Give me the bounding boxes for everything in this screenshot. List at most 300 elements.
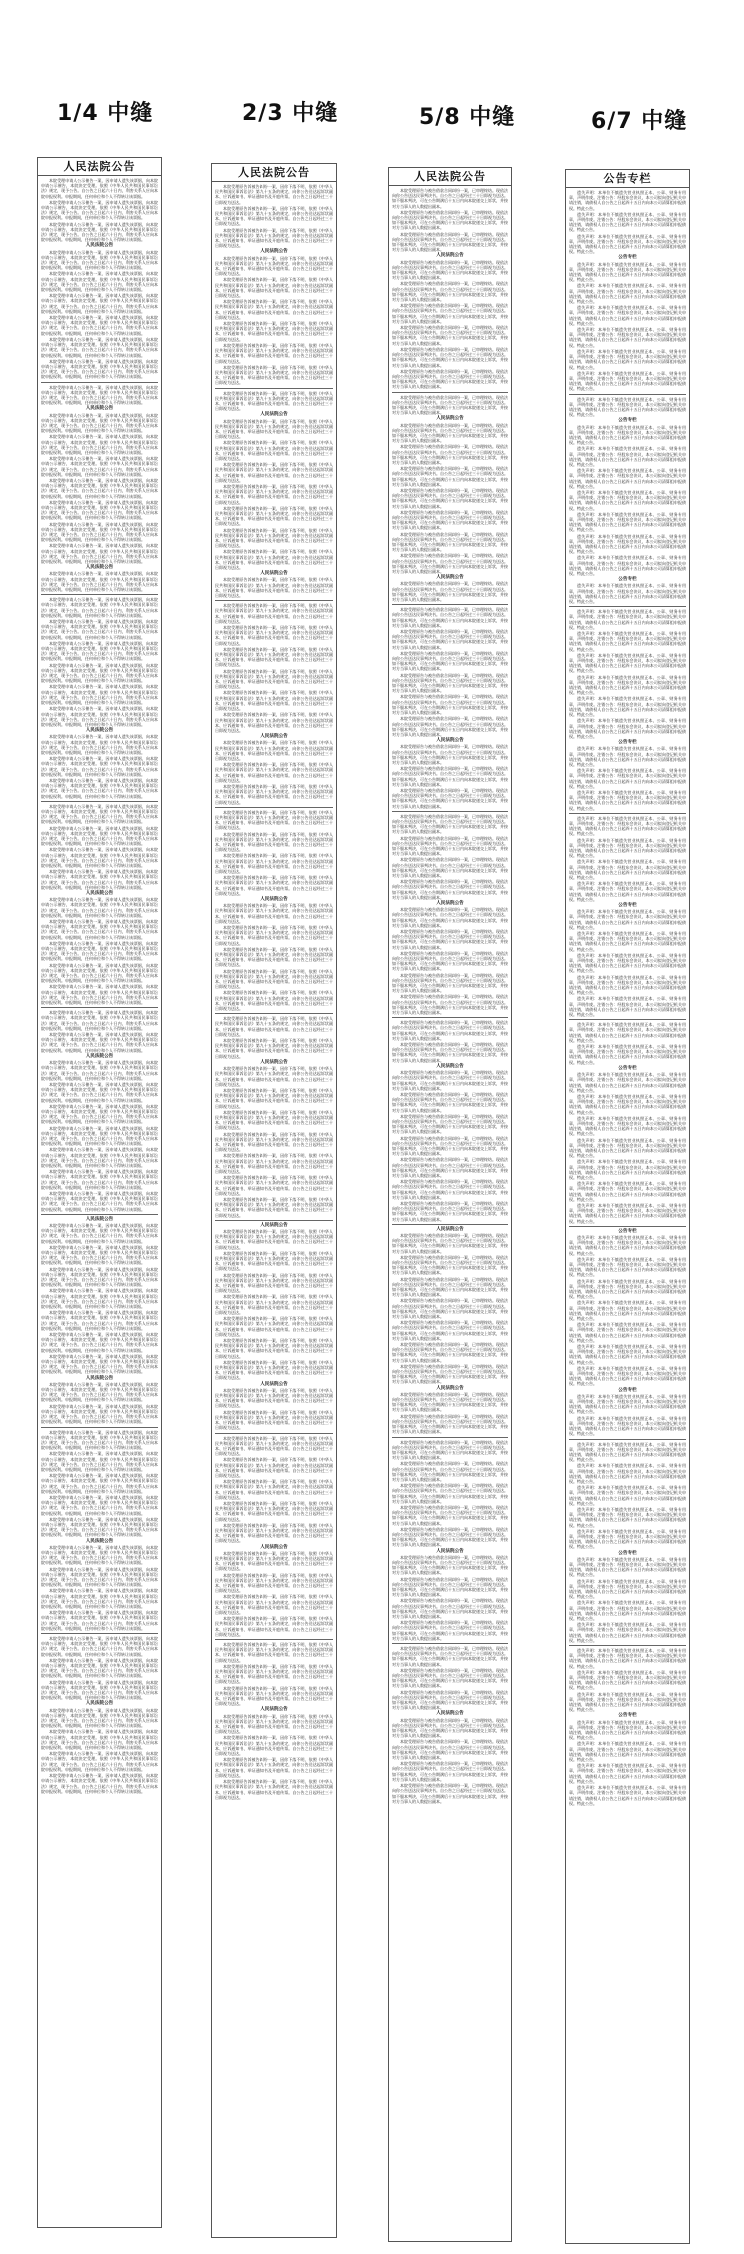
- notice-paragraph: 本院受理原告与被告借款合同纠纷一案，已审理终结。现依法向你公告送达民事判决书。自公告之日起经过三十日即视为送达。如不服本判决，可在公告期满后十五日内向本院递交上诉状，并按对方当事人的人数提出副本。: [392, 1576, 508, 1598]
- column-body: [41, 178, 158, 2224]
- notice-paragraph: 本院受理原告诉被告纠纷一案，因你下落不明，依照《中华人民共和国民事诉讼法》第九十五条的规定，向你公告送达起诉状副本、应诉通知书、举证通知书及开庭传票。自公告之日起经过三十日即视为送达。: [215, 903, 333, 924]
- divider: [392, 1437, 508, 1438]
- notice-paragraph: 遗失声明：本单位不慎遗失营业执照正本、公章、财务专用章，声明作废。注销公告：经股东会决议，本公司拟向登记机关申请注销，请债权人自公告之日起四十五日内向本公司清算组申报债权。特此公告。: [569, 1300, 686, 1322]
- notice-paragraph: 遗失声明：本单位不慎遗失营业执照正本、公章、财务专用章，声明作废。注销公告：经股东会决议，本公司拟向登记机关申请注销，请债权人自公告之日起四十五日内向本公司清算组申报债权。特此公告。: [569, 746, 686, 767]
- notice-paragraph: 遗失声明：本单位不慎遗失营业执照正本、公章、财务专用章，声明作废。注销公告：经股东会决议，本公司拟向登记机关申请注销，请债权人自公告之日起四十五日内向本公司清算组申报债权。特此公告。: [569, 1234, 686, 1256]
- notice-paragraph: 遗失声明：本单位不慎遗失营业执照正本、公章、财务专用章，声明作废。注销公告：经股东会决议，本公司拟向登记机关申请注销，请债权人自公告之日起四十五日内向本公司清算组申报债权。特此公告。: [569, 1137, 686, 1159]
- notice-paragraph: 本院受理原告诉被告纠纷一案，因你下落不明，依照《中华人民共和国民事诉讼法》第九十五条的规定，向你公告送达起诉状副本、应诉通知书、举证通知书及开庭传票。自公告之日起经过三十日即视为送达。: [215, 1250, 333, 1272]
- notice-paragraph: 本院受理原告诉被告纠纷一案，因你下落不明，依照《中华人民共和国民事诉讼法》第九十五条的规定，向你公告送达起诉状副本、应诉通知书、举证通知书及开庭传票。自公告之日起经过三十日即视为送达。: [215, 646, 333, 668]
- divider: [215, 807, 333, 808]
- notice-paragraph: 遗失声明：本单位不慎遗失营业执照正本、公章、财务专用章，声明作废。注销公告：经股东会决议，本公司拟向登记机关申请注销，请债权人自公告之日起四十五日内向本公司清算组申报债权。特此公告。: [569, 1528, 686, 1550]
- notice-paragraph: 本院受理申请人公示催告一案，因申请人遗失该票据，向本院申请公示催告，本院决定受理。依照《中华人民共和国民事诉讼法》规定，现予公告。自公告之日起六十日内，利害关系人应向本院申报权利。申报期间，任何单位和个人不得转让该票据。: [41, 1010, 158, 1031]
- notice-paragraph: 本院受理申请人公示催告一案，因申请人遗失该票据，向本院申请公示催告，本院决定受理。依照《中华人民共和国民事诉讼法》规定，现予公告。自公告之日起六十日内，利害关系人应向本院申报权利。申报期间，任何单位和个人不得转让该票据。: [41, 662, 158, 684]
- notice-paragraph: 本院受理申请人公示催告一案，因申请人遗失该票据，向本院申请公示催告，本院决定受理。依照《中华人民共和国民事诉讼法》规定，现予公告。自公告之日起六十日内，利害关系人应向本院申报权利。申报期间，任何单位和个人不得转让该票据。: [41, 1266, 158, 1288]
- divider: [215, 1639, 333, 1640]
- notice-paragraph: 遗失声明：本单位不慎遗失营业执照正本、公章、财务专用章，声明作废。注销公告：经股东会决议，本公司拟向登记机关申请注销，请债权人自公告之日起四十五日内向本公司清算组申报债权。特此公告。: [569, 652, 686, 674]
- notice-paragraph: 遗失声明：本单位不慎遗失营业执照正本、公章、财务专用章，声明作废。注销公告：经股东会决议，本公司拟向登记机关申请注销，请债权人自公告之日起四十五日内向本公司清算组申报债权。特此公告。: [569, 1785, 686, 1806]
- notice-paragraph: 本院受理原告诉被告纠纷一案，因你下落不明，依照《中华人民共和国民事诉讼法》第九十五条的规定，向你公告送达起诉状副本、应诉通知书、举证通知书及开庭传票。自公告之日起经过三十日即视为送达。: [215, 1109, 333, 1131]
- notice-paragraph: 本院受理原告与被告借款合同纠纷一案，已审理终结。现依法向你公告送达民事判决书。自公告之日起经过三十日即视为送达。如不服本判决，可在公告期满后十五日内向本院递交上诉状，并按对方当事人的人数提出副本。: [392, 1620, 508, 1641]
- notice-paragraph: 本院受理原告诉被告纠纷一案，因你下落不明，依照《中华人民共和国民事诉讼法》第九十五条的规定，向你公告送达起诉状副本、应诉通知书、举证通知书及开庭传票。自公告之日起经过三十日即视为送达。: [215, 227, 333, 249]
- notice-paragraph: 本院受理原告诉被告纠纷一案，因你下落不明，依照《中华人民共和国民事诉讼法》第九十五条的规定，向你公告送达起诉状副本、应诉通知书、举证通知书及开庭传票。自公告之日起经过三十日即视为送达。: [215, 925, 333, 946]
- notice-paragraph: 本院受理原告与被告借款合同纠纷一案，已审理终结。现依法向你公告送达民事判决书。自公告之日起经过三十日即视为送达。如不服本判决，可在公告期满后十五日内向本院递交上诉状，并按对方当事人的人数提出副本。: [392, 1646, 508, 1667]
- notice-paragraph: 本院受理原告诉被告纠纷一案，因你下落不明，依照《中华人民共和国民事诉讼法》第九十五条的规定，向你公告送达起诉状副本、应诉通知书、举证通知书及开庭传票。自公告之日起经过三十日即视为送达。: [215, 625, 333, 646]
- notice-paragraph: 本院受理原告诉被告纠纷一案，因你下落不明，依照《中华人民共和国民事诉讼法》第九十五条的规定，向你公告送达起诉状副本、应诉通知书、举证通知书及开庭传票。自公告之日起经过三十日即视为送达。: [215, 1500, 333, 1522]
- notice-paragraph: 本院受理原告与被告借款合同纠纷一案，已审理终结。现依法向你公告送达民事判决书。自公告之日起经过三十日即视为送达。如不服本判决，可在公告期满后十五日内向本院递交上诉状，并按对方当事人的人数提出副本。: [392, 1276, 508, 1298]
- notice-paragraph: 本院受理原告与被告借款合同纠纷一案，已审理终结。现依法向你公告送达民事判决书。自公告之日起经过三十日即视为送达。如不服本判决，可在公告期满后十五日内向本院递交上诉状，并按对方当事人的人数提出副本。: [392, 1439, 508, 1461]
- notice-paragraph: 本院受理原告诉被告纠纷一案，因你下落不明，依照《中华人民共和国民事诉讼法》第九十五条的规定，向你公告送达起诉状副本、应诉通知书、举证通知书及开庭传票。自公告之日起经过三十日即视为送达。: [215, 1272, 333, 1294]
- notice-paragraph: 本院受理原告与被告借款合同纠纷一案，已审理终结。现依法向你公告送达民事判决书。自公告之日起经过三十日即视为送达。如不服本判决，可在公告期满后十五日内向本院递交上诉状，并按对方当事人的人数提出副本。: [392, 650, 508, 672]
- notice-paragraph: 遗失声明：本单位不慎遗失营业执照正本、公章、财务专用章，声明作废。注销公告：经股东会决议，本公司拟向登记机关申请注销，请债权人自公告之日起四十五日内向本公司清算组申报债权。特此公告。: [569, 511, 686, 533]
- divider: [215, 388, 333, 389]
- notice-paragraph: 本院受理申请人公示催告一案，因申请人遗失该票据，向本院申请公示催告，本院决定受理。依照《中华人民共和国民事诉讼法》规定，现予公告。自公告之日起六十日内，利害关系人应向本院申报权利。申报期间，任何单位和个人不得转让该票据。: [41, 1494, 158, 1516]
- notice-heading: 公告专栏: [618, 1550, 637, 1556]
- column-2: [211, 163, 337, 2238]
- notice-heading: 人民法院公告: [436, 416, 464, 422]
- notice-heading: 人民法院公告: [260, 412, 288, 418]
- notice-paragraph: 本院受理申请人公示催告一案，因申请人遗失该票据，向本院申请公示催告，本院决定受理。依照《中华人民共和国民事诉讼法》规定，现予公告。自公告之日起六十日内，利害关系人应向本院申报权利。申报期间，任何单位和个人不得转让该票据。: [41, 249, 158, 271]
- divider: [215, 1220, 333, 1221]
- header-5-8: 5/8 中缝: [419, 105, 516, 130]
- notice-paragraph: 遗失声明：本单位不慎遗失营业执照正本、公章、财务专用章，声明作废。注销公告：经股东会决议，本公司拟向登记机关申请注销，请债权人自公告之日起四十五日内向本公司清算组申报债权。特此公告。: [569, 674, 686, 696]
- notice-paragraph: 本院受理原告与被告借款合同纠纷一案，已审理终结。现依法向你公告送达民事判决书。自公告之日起经过三十日即视为送达。如不服本判决，可在公告期满后十五日内向本院递交上诉状，并按对方当事人的人数提出副本。: [392, 1020, 508, 1041]
- notice-paragraph: 本院受理原告与被告借款合同纠纷一案，已审理终结。现依法向你公告送达民事判决书。自公告之日起经过三十日即视为送达。如不服本判决，可在公告期满后十五日内向本院递交上诉状，并按对方当事人的人数提出副本。: [392, 1070, 508, 1091]
- notice-paragraph: 本院受理申请人公示催告一案，因申请人遗失该票据，向本院申请公示催告，本院决定受理。依照《中华人民共和国民事诉讼法》规定，现予公告。自公告之日起六十日内，利害关系人应向本院申报权利。申报期间，任何单位和个人不得转让该票据。: [41, 1081, 158, 1103]
- column-3: [388, 167, 512, 2242]
- notice-paragraph: 本院受理原告诉被告纠纷一案，因你下落不明，依照《中华人民共和国民事诉讼法》第九十五条的规定，向你公告送达起诉状副本、应诉通知书、举证通知书及开庭传票。自公告之日起经过三十日即视为送达。: [215, 184, 333, 205]
- notice-paragraph: 本院受理申请人公示催告一案，因申请人遗失该票据，向本院申请公示催告，本院决定受理。依照《中华人民共和国民事诉讼法》规定，现予公告。自公告之日起六十日内，利害关系人应向本院申报权利。申报期间，任何单位和个人不得转让该票据。: [41, 684, 158, 706]
- notice-heading: 公告专栏: [618, 255, 637, 261]
- notice-paragraph: 本院受理申请人公示催告一案，因申请人遗失该票据，向本院申请公示催告，本院决定受理。依照《中华人民共和国民事诉讼法》规定，现予公告。自公告之日起六十日内，利害关系人应向本院申报权利。申报期间，任何单位和个人不得转让该票据。: [41, 897, 158, 918]
- notice-paragraph: 本院受理原告诉被告纠纷一案，因你下落不明，依照《中华人民共和国民事诉讼法》第九十五条的规定，向你公告送达起诉状副本、应诉通知书、举证通知书及开庭传票。自公告之日起经过三十日即视为送达。: [215, 1016, 333, 1037]
- notice-paragraph: 本院受理申请人公示催告一案，因申请人遗失该票据，向本院申请公示催告，本院决定受理。依照《中华人民共和国民事诉讼法》规定，现予公告。自公告之日起六十日内，利害关系人应向本院申报权利。申报期间，任何单位和个人不得转让该票据。: [41, 178, 158, 199]
- notice-paragraph: 遗失声明：本单位不慎遗失营业执照正本、公章、财务专用章，声明作废。注销公告：经股东会决议，本公司拟向登记机关申请注销，请债权人自公告之日起四十五日内向本公司清算组申报债权。特此公告。: [569, 327, 686, 348]
- divider: [41, 382, 158, 383]
- divider: [41, 594, 158, 595]
- notice-paragraph: 遗失声明：本单位不慎遗失营业执照正本、公章、财务专用章，声明作废。注销公告：经股东会决议，本公司拟向登记机关申请注销，请债权人自公告之日起四十五日内向本公司清算组申报债权。特此公告。: [569, 1485, 686, 1506]
- notice-paragraph: 本院受理申请人公示催告一案，因申请人遗失该票据，向本院申请公示催告，本院决定受理。依照《中华人民共和国民事诉讼法》规定，现予公告。自公告之日起六十日内，利害关系人应向本院申报权利。申报期间，任何单位和个人不得转让该票据。: [41, 543, 158, 565]
- notice-paragraph: 本院受理申请人公示催告一案，因申请人遗失该票据，向本院申请公示催告，本院决定受理。依照《中华人民共和国民事诉讼法》规定，现予公告。自公告之日起六十日内，利害关系人应向本院申报权利。申报期间，任何单位和个人不得转让该票据。: [41, 315, 158, 336]
- divider: [569, 1019, 686, 1020]
- notice-paragraph: 本院受理申请人公示催告一案，因申请人遗失该票据，向本院申请公示催告，本院决定受理。依照《中华人民共和国民事诉讼法》规定，现予公告。自公告之日起六十日内，利害关系人应向本院申报权利。申报期间，任何单位和个人不得转让该票据。: [41, 1032, 158, 1053]
- divider: [392, 1224, 508, 1225]
- notice-paragraph: 本院受理原告与被告借款合同纠纷一案，已审理终结。现依法向你公告送达民事判决书。自公告之日起经过三十日即视为送达。如不服本判决，可在公告期满后十五日内向本院递交上诉状，并按对方当事人的人数提出副本。: [392, 1254, 508, 1276]
- notice-paragraph: 本院受理原告与被告借款合同纠纷一案，已审理终结。现依法向你公告送达民事判决书。自公告之日起经过三十日即视为送达。如不服本判决，可在公告期满后十五日内向本院递交上诉状，并按对方当事人的人数提出副本。: [392, 907, 508, 928]
- notice-paragraph: 本院受理原告与被告借款合同纠纷一案，已审理终结。现依法向你公告送达民事判决书。自公告之日起经过三十日即视为送达。如不服本判决，可在公告期满后十五日内向本院递交上诉状，并按对方当事人的人数提出副本。: [392, 259, 508, 281]
- notice-paragraph: 遗失声明：本单位不慎遗失营业执照正本、公章、财务专用章，声明作废。注销公告：经股东会决议，本公司拟向登记机关申请注销，请债权人自公告之日起四十五日内向本公司清算组申报债权。特此公告。: [569, 1719, 686, 1741]
- notice-paragraph: 本院受理原告诉被告纠纷一案，因你下落不明，依照《中华人民共和国民事诉讼法》第九十五条的规定，向你公告送达起诉状副本、应诉通知书、举证通知书及开庭传票。自公告之日起经过三十日即视为送达。: [215, 1435, 333, 1457]
- notice-paragraph: 本院受理申请人公示催告一案，因申请人遗失该票据，向本院申请公示催告，本院决定受理。依照《中华人民共和国民事诉讼法》规定，现予公告。自公告之日起六十日内，利害关系人应向本院申报权利。申报期间，任何单位和个人不得转让该票据。: [41, 1773, 158, 1794]
- notice-paragraph: 本院受理申请人公示催告一案，因申请人遗失该票据，向本院申请公示催告，本院决定受理。依照《中华人民共和国民事诉讼法》规定，现予公告。自公告之日起六十日内，利害关系人应向本院申报权利。申报期间，任何单位和个人不得转让该票据。: [41, 1751, 158, 1772]
- notice-paragraph: 本院受理申请人公示催告一案，因申请人遗失该票据，向本院申请公示催告，本院决定受理。依照《中华人民共和国民事诉讼法》规定，现予公告。自公告之日起六十日内，利害关系人应向本院申报权利。申报期间，任何单位和个人不得转让该票据。: [41, 1222, 158, 1244]
- notice-paragraph: 遗失声明：本单位不慎遗失营业执照正本、公章、财务专用章，声明作废。注销公告：经股东会决议，本公司拟向登记机关申请注销，请债权人自公告之日起四十五日内向本公司清算组申报债权。特此公告。: [569, 1159, 686, 1180]
- notice-paragraph: 本院受理原告与被告借款合同纠纷一案，已审理终结。现依法向你公告送达民事判决书。自公告之日起经过三十日即视为送达。如不服本判决，可在公告期满后十五日内向本院递交上诉状，并按对方当事人的人数提出副本。: [392, 787, 508, 809]
- notice-paragraph: 遗失声明：本单位不慎遗失营业执照正本、公章、财务专用章，声明作废。注销公告：经股东会决议，本公司拟向登记机关申请注销，请债权人自公告之日起四十五日内向本公司清算组申报债权。特此公告。: [569, 446, 686, 467]
- notice-paragraph: 本院受理原告与被告借款合同纠纷一案，已审理终结。现依法向你公告送达民事判决书。自公告之日起经过三十日即视为送达。如不服本判决，可在公告期满后十五日内向本院递交上诉状，并按对方当事人的人数提出副本。: [392, 281, 508, 303]
- notice-paragraph: 遗失声明：本单位不慎遗失营业执照正本、公章、财务专用章，声明作废。注销公告：经股东会决议，本公司拟向登记机关申请注销，请债权人自公告之日起四十五日内向本公司清算组申报债权。特此公告。: [569, 489, 686, 511]
- notice-heading: 人民法院公告: [85, 565, 114, 571]
- notice-paragraph: 本院受理原告与被告借款合同纠纷一案，已审理终结。现依法向你公告送达民事判决书。自公告之日起经过三十日即视为送达。如不服本判决，可在公告期满后十五日内向本院递交上诉状，并按对方当事人的人数提出副本。: [392, 1363, 508, 1385]
- notice-paragraph: 本院受理原告诉被告纠纷一案，因你下落不明，依照《中华人民共和国民事诉讼法》第九十五条的规定，向你公告送达起诉状副本、应诉通知书、举证通知书及开庭传票。自公告之日起经过三十日即视为送达。: [215, 364, 333, 386]
- notice-paragraph: 遗失声明：本单位不慎遗失营业执照正本、公章、财务专用章，声明作废。注销公告：经股东会决议，本公司拟向登记机关申请注销，请债权人自公告之日起四十五日内向本公司清算组申报债权。特此公告。: [569, 1256, 686, 1278]
- column-title: 人民法院公告: [38, 158, 161, 176]
- divider: [41, 801, 158, 802]
- notice-paragraph: 本院受理原告诉被告纠纷一案，因你下落不明，依照《中华人民共和国民事诉讼法》第九十五条的规定，向你公告送达起诉状副本、应诉通知书、举证通知书及开庭传票。自公告之日起经过三十日即视为送达。: [215, 1196, 333, 1218]
- notice-paragraph: 本院受理原告诉被告纠纷一案，因你下落不明，依照《中华人民共和国民事诉讼法》第九十五条的规定，向你公告送达起诉状副本、应诉通知书、举证通知书及开庭传票。自公告之日起经过三十日即视为送达。: [215, 1359, 333, 1381]
- column-title: 公告专栏: [566, 170, 689, 188]
- notice-paragraph: 本院受理原告诉被告纠纷一案，因你下落不明，依照《中华人民共和国民事诉讼法》第九十五条的规定，向你公告送达起诉状副本、应诉通知书、举证通知书及开庭传票。自公告之日起经过三十日即视为送达。: [215, 1594, 333, 1615]
- divider: [569, 1645, 686, 1646]
- notice-paragraph: 遗失声明：本单位不慎遗失营业执照正本、公章、财务专用章，声明作废。注销公告：经股东会决议，本公司拟向登记机关申请注销，请债权人自公告之日起四十五日内向本公司清算组申报债权。特此公告。: [569, 609, 686, 630]
- notice-paragraph: 本院受理原告与被告借款合同纠纷一案，已审理终结。现依法向你公告送达民事判决书。自公告之日起经过三十日即视为送达。如不服本判决，可在公告期满后十五日内向本院递交上诉状，并按对方当事人的人数提出副本。: [392, 1232, 508, 1254]
- notice-paragraph: 本院受理原告诉被告纠纷一案，因你下落不明，依照《中华人民共和国民事诉讼法》第九十五条的规定，向你公告送达起诉状副本、应诉通知书、举证通知书及开庭传票。自公告之日起经过三十日即视为送达。: [215, 549, 333, 571]
- notice-paragraph: 本院受理原告与被告借款合同纠纷一案，已审理终结。现依法向你公告送达民事判决书。自公告之日起经过三十日即视为送达。如不服本判决，可在公告期满后十五日内向本院递交上诉状，并按对方当事人的人数提出副本。: [392, 466, 508, 487]
- notice-paragraph: 遗失声明：本单位不慎遗失营业执照正本、公章、财务专用章，声明作废。注销公告：经股东会决议，本公司拟向登记机关申请注销，请债权人自公告之日起四十五日内向本公司清算组申报债权。特此公告。: [569, 696, 686, 718]
- header-1-4: 1/4 中缝: [57, 101, 154, 126]
- notice-heading: 人民法院公告: [436, 1385, 464, 1391]
- notice-paragraph: 遗失声明：本单位不慎遗失营业执照正本、公章、财务专用章，声明作废。注销公告：经股东会决议，本公司拟向登记机关申请注销，请债权人自公告之日起四十五日内向本公司清算组申报债权。特此公告。: [569, 1648, 686, 1669]
- notice-paragraph: 本院受理原告诉被告纠纷一案，因你下落不明，依照《中华人民共和国民事诉讼法》第九十五条的规定，向你公告送达起诉状副本、应诉通知书、举证通知书及开庭传票。自公告之日起经过三十日即视为送达。: [215, 875, 333, 896]
- notice-paragraph: 本院受理原告与被告借款合同纠纷一案，已审理终结。现依法向你公告送达民事判决书。自公告之日起经过三十日即视为送达。如不服本判决，可在公告期满后十五日内向本院递交上诉状，并按对方当事人的人数提出副本。: [392, 1298, 508, 1320]
- notice-paragraph: 本院受理原告诉被告纠纷一案，因你下落不明，依照《中华人民共和国民事诉讼法》第九十五条的规定，向你公告送达起诉状副本、应诉通知书、举证通知书及开庭传票。自公告之日起经过三十日即视为送达。: [215, 603, 333, 624]
- notice-paragraph: 本院受理原告诉被告纠纷一案，因你下落不明，依照《中华人民共和国民事诉讼法》第九十五条的规定，向你公告送达起诉状副本、应诉通知书、举证通知书及开庭传票。自公告之日起经过三十日即视为送达。: [215, 1409, 333, 1431]
- notice-paragraph: 本院受理申请人公示催告一案，因申请人遗失该票据，向本院申请公示催告，本院决定受理。依照《中华人民共和国民事诉讼法》规定，现予公告。自公告之日起六十日内，利害关系人应向本院申报权利。申报期间，任何单位和个人不得转让该票据。: [41, 756, 158, 777]
- notice-paragraph: 本院受理申请人公示催告一案，因申请人遗失该票据，向本院申请公示催告，本院决定受理。依照《中华人民共和国民事诉讼法》规定，现予公告。自公告之日起六十日内，利害关系人应向本院申报权利。申报期间，任何单位和个人不得转让该票据。: [41, 571, 158, 593]
- notice-paragraph: 本院受理原告与被告借款合同纠纷一案，已审理终结。现依法向你公告送达民事判决书。自公告之日起经过三十日即视为送达。如不服本判决，可在公告期满后十五日内向本院递交上诉状，并按对方当事人的人数提出副本。: [392, 607, 508, 628]
- divider: [392, 811, 508, 812]
- notice-paragraph: 遗失声明：本单位不慎遗失营业执照正本、公章、财务专用章，声明作废。注销公告：经股东会决议，本公司拟向登记机关申请注销，请债权人自公告之日起四十五日内向本公司清算组申报债权。特此公告。: [569, 789, 686, 811]
- notice-paragraph: 本院受理原告与被告借款合同纠纷一案，已审理终结。现依法向你公告送达民事判决书。自公告之日起经过三十日即视为送达。如不服本判决，可在公告期满后十五日内向本院递交上诉状，并按对方当事人的人数提出副本。: [392, 1113, 508, 1135]
- notice-paragraph: 本院受理原告诉被告纠纷一案，因你下落不明，依照《中华人民共和国民事诉讼法》第九十五条的规定，向你公告送达起诉状副本、应诉通知书、举证通知书及开庭传票。自公告之日起经过三十日即视为送达。: [215, 342, 333, 364]
- notice-paragraph: 本院受理原告与被告借款合同纠纷一案，已审理终结。现依法向你公告送达民事判决书。自公告之日起经过三十日即视为送达。如不服本判决，可在公告期满后十五日内向本院递交上诉状，并按对方当事人的人数提出副本。: [392, 368, 508, 390]
- notice-paragraph: 遗失声明：本单位不慎遗失营业执照正本、公章、财务专用章，声明作废。注销公告：经股东会决议，本公司拟向登记机关申请注销，请债权人自公告之日起四十五日内向本公司清算组申报债权。特此公告。: [569, 1202, 686, 1224]
- notice-paragraph: 遗失声明：本单位不慎遗失营业执照正本、公章、财务专用章，声明作废。注销公告：经股东会决议，本公司拟向登记机关申请注销，请债权人自公告之日起四十五日内向本公司清算组申报债权。特此公告。: [569, 1578, 686, 1600]
- notice-paragraph: 本院受理原告诉被告纠纷一案，因你下落不明，依照《中华人民共和国民事诉讼法》第九十五条的规定，向你公告送达起诉状副本、应诉通知书、举证通知书及开庭传票。自公告之日起经过三十日即视为送达。: [215, 712, 333, 733]
- notice-paragraph: 本院受理申请人公示催告一案，因申请人遗失该票据，向本院申请公示催告，本院决定受理。依照《中华人民共和国民事诉讼法》规定，现予公告。自公告之日起六十日内，利害关系人应向本院申报权利。申报期间，任何单位和个人不得转让该票据。: [41, 1707, 158, 1729]
- notice-paragraph: 本院受理原告诉被告纠纷一案，因你下落不明，依照《中华人民共和国民事诉讼法》第九十五条的规定，向你公告送达起诉状副本、应诉通知书、举证通知书及开庭传票。自公告之日起经过三十日即视为送达。: [215, 1479, 333, 1500]
- notice-paragraph: 本院受理原告诉被告纠纷一案，因你下落不明，依照《中华人民共和国民事诉讼法》第九十五条的规定，向你公告送达起诉状副本、应诉通知书、举证通知书及开庭传票。自公告之日起经过三十日即视为送达。: [215, 1228, 333, 1250]
- notice-paragraph: 本院受理原告诉被告纠纷一案，因你下落不明，依照《中华人民共和国民事诉讼法》第九十五条的规定，向你公告送达起诉状副本、应诉通知书、举证通知书及开庭传票。自公告之日起经过三十日即视为送达。: [215, 1685, 333, 1707]
- notice-heading: 公告专栏: [618, 740, 637, 746]
- notice-paragraph: 本院受理原告与被告借款合同纠纷一案，已审理终结。现依法向你公告送达民事判决书。自公告之日起经过三十日即视为送达。如不服本判决，可在公告期满后十五日内向本院递交上诉状，并按对方当事人的人数提出副本。: [392, 1554, 508, 1576]
- divider: [41, 1633, 158, 1634]
- divider: [392, 392, 508, 393]
- notice-paragraph: 本院受理原告与被告借款合同纠纷一案，已审理终结。现依法向你公告送达民事判决书。自公告之日起经过三十日即视为送达。如不服本判决，可在公告期满后十五日内向本院递交上诉状，并按对方当事人的人数提出副本。: [392, 716, 508, 737]
- notice-paragraph: 遗失声明：本单位不慎遗失营业执照正本、公章、财务专用章，声明作废。注销公告：经股东会决议，本公司拟向登记机关申请注销，请债权人自公告之日起四十五日内向本公司清算组申报债权。特此公告。: [569, 859, 686, 880]
- notice-paragraph: 本院受理申请人公示催告一案，因申请人遗失该票据，向本院申请公示催告，本院决定受理。依照《中华人民共和国民事诉讼法》规定，现予公告。自公告之日起六十日内，利害关系人应向本院申报权利。申报期间，任何单位和个人不得转让该票据。: [41, 1310, 158, 1331]
- notice-paragraph: 遗失声明：本单位不慎遗失营业执照正本、公章、财务专用章，声明作废。注销公告：经股东会决议，本公司拟向登记机关申请注销，请债权人自公告之日起四十五日内向本公司清算组申报债权。特此公告。: [569, 1622, 686, 1643]
- notice-paragraph: 本院受理原告与被告借款合同纠纷一案，已审理终结。现依法向你公告送达民事判决书。自公告之日起经过三十日即视为送达。如不服本判决，可在公告期满后十五日内向本院递交上诉状，并按对方当事人的人数提出副本。: [392, 531, 508, 553]
- notice-paragraph: 本院受理申请人公示催告一案，因申请人遗失该票据，向本院申请公示催告，本院决定受理。依照《中华人民共和国民事诉讼法》规定，现予公告。自公告之日起六十日内，利害关系人应向本院申报权利。申报期间，任何单位和个人不得转让该票据。: [41, 336, 158, 358]
- notice-heading: 人民法院公告: [436, 1226, 464, 1232]
- notice-paragraph: 本院受理原告与被告借款合同纠纷一案，已审理终结。现依法向你公告送达民事判决书。自公告之日起经过三十日即视为送达。如不服本判决，可在公告期满后十五日内向本院递交上诉状，并按对方当事人的人数提出副本。: [392, 1091, 508, 1113]
- notice-paragraph: 遗失声明：本单位不慎遗失营业执照正本、公章、财务专用章，声明作废。注销公告：经股东会决议，本公司拟向登记机关申请注销，请债权人自公告之日起四十五日内向本公司清算组申报债权。特此公告。: [569, 396, 686, 418]
- notice-paragraph: 本院受理原告诉被告纠纷一案，因你下落不明，依照《中华人民共和国民事诉讼法》第九十五条的规定，向你公告送达起诉状副本、应诉通知书、举证通知书及开庭传票。自公告之日起经过三十日即视为送达。: [215, 1175, 333, 1196]
- notice-heading: 公告专栏: [618, 418, 637, 424]
- notice-paragraph: 本院受理原告与被告借款合同纠纷一案，已审理终结。现依法向你公告送达民事判决书。自公告之日起经过三十日即视为送达。如不服本判决，可在公告期满后十五日内向本院递交上诉状，并按对方当事人的人数提出副本。: [392, 487, 508, 509]
- notice-paragraph: 本院受理原告诉被告纠纷一案，因你下落不明，依照《中华人民共和国民事诉讼法》第九十五条的规定，向你公告送达起诉状副本、应诉通知书、举证通知书及开庭传票。自公告之日起经过三十日即视为送达。: [215, 740, 333, 761]
- notice-paragraph: 本院受理原告与被告借款合同纠纷一案，已审理终结。现依法向你公告送达民事判决书。自公告之日起经过三十日即视为送达。如不服本判决，可在公告期满后十五日内向本院递交上诉状，并按对方当事人的人数提出副本。: [392, 1342, 508, 1363]
- notice-paragraph: 本院受理原告与被告借款合同纠纷一案，已审理终结。现依法向你公告送达民事判决书。自公告之日起经过三十日即视为送达。如不服本判决，可在公告期满后十五日内向本院递交上诉状，并按对方当事人的人数提出副本。: [392, 1042, 508, 1063]
- notice-paragraph: 遗失声明：本单位不慎遗失营业执照正本、公章、财务专用章，声明作废。注销公告：经股东会决议，本公司拟向登记机关申请注销，请债权人自公告之日起四十五日内向本公司清算组申报债权。特此公告。: [569, 1022, 686, 1043]
- notice-paragraph: 本院受理原告与被告借款合同纠纷一案，已审理终结。现依法向你公告送达民事判决书。自公告之日起经过三十日即视为送达。如不服本判决，可在公告期满后十五日内向本院递交上诉状，并按对方当事人的人数提出副本。: [392, 879, 508, 900]
- notice-paragraph: 遗失声明：本单位不慎遗失营业执照正本、公章、财务专用章，声明作废。注销公告：经股东会决议，本公司拟向登记机关申请注销，请债权人自公告之日起四十五日内向本公司清算组申报债权。特此公告。: [569, 1365, 686, 1387]
- notice-paragraph: 本院受理申请人公示催告一案，因申请人遗失该票据，向本院申请公示催告，本院决定受理。依照《中华人民共和国民事诉讼法》规定，现予公告。自公告之日起六十日内，利害关系人应向本院申报权利。申报期间，任何单位和个人不得转让该票据。: [41, 271, 158, 293]
- notice-paragraph: 本院受理原告诉被告纠纷一案，因你下落不明，依照《中华人民共和国民事诉讼法》第九十五条的规定，向你公告送达起诉状副本、应诉通知书、举证通知书及开庭传票。自公告之日起经过三十日即视为送达。: [215, 990, 333, 1012]
- notice-paragraph: 本院受理原告诉被告纠纷一案，因你下落不明，依照《中华人民共和国民事诉讼法》第九十五条的规定，向你公告送达起诉状副本、应诉通知书、举证通知书及开庭传票。自公告之日起经过三十日即视为送达。: [215, 668, 333, 690]
- notice-paragraph: 本院受理原告与被告借款合同纠纷一案，已审理终结。现依法向你公告送达民事判决书。自公告之日起经过三十日即视为送达。如不服本判决，可在公告期满后十五日内向本院递交上诉状，并按对方当事人的人数提出副本。: [392, 694, 508, 716]
- notice-paragraph: 本院受理申请人公示催告一案，因申请人遗失该票据，向本院申请公示催告，本院决定受理。依照《中华人民共和国民事诉讼法》规定，现予公告。自公告之日起六十日内，利害关系人应向本院申报权利。申报期间，任何单位和个人不得转让该票据。: [41, 1381, 158, 1403]
- notice-paragraph: 本院受理申请人公示催告一案，因申请人遗失该票据，向本院申请公示催告，本院决定受理。依照《中华人民共和国民事诉讼法》规定，现予公告。自公告之日起六十日内，利害关系人应向本院申报权利。申报期间，任何单位和个人不得转让该票据。: [41, 221, 158, 243]
- divider: [41, 1007, 158, 1008]
- notice-paragraph: 本院受理申请人公示催告一案，因申请人遗失该票据，向本院申请公示催告，本院决定受理。依照《中华人民共和国民事诉讼法》规定，现予公告。自公告之日起六十日内，利害关系人应向本院申报权利。申报期间，任何单位和个人不得转让该票据。: [41, 1353, 158, 1375]
- header-6-7: 6/7 中缝: [591, 109, 688, 134]
- notice-paragraph: 本院受理申请人公示催告一案，因申请人遗失该票据，向本院申请公示催告，本院决定受理。依照《中华人民共和国民事诉讼法》规定，现予公告。自公告之日起六十日内，利害关系人应向本院申报权利。申报期间，任何单位和个人不得转让该票据。: [41, 1288, 158, 1310]
- notice-paragraph: 本院受理原告诉被告纠纷一案，因你下落不明，依照《中华人民共和国民事诉讼法》第九十五条的规定，向你公告送达起诉状副本、应诉通知书、举证通知书及开庭传票。自公告之日起经过三十日即视为送达。: [215, 762, 333, 783]
- notice-paragraph: 遗失声明：本单位不慎遗失营业执照正本、公章、财务专用章，声明作废。注销公告：经股东会决议，本公司拟向登记机关申请注销，请债权人自公告之日起四十五日内向本公司清算组申报债权。特此公告。: [569, 1506, 686, 1528]
- notice-paragraph: 遗失声明：本单位不慎遗失营业执照正本、公章、财务专用章，声明作废。注销公告：经股东会决议，本公司拟向登记机关申请注销，请债权人自公告之日起四十五日内向本公司清算组申报债权。特此公告。: [569, 631, 686, 652]
- notice-paragraph: 遗失声明：本单位不慎遗失营业执照正本、公章、财务专用章，声明作废。注销公告：经股东会决议，本公司拟向登记机关申请注销，请债权人自公告之日起四十五日内向本公司清算组申报债权。特此公告。: [569, 1556, 686, 1578]
- column-body: [392, 188, 508, 2238]
- notice-paragraph: 遗失声明：本单位不慎遗失营业执照正本、公章、财务专用章，声明作废。注销公告：经股东会决议，本公司拟向登记机关申请注销，请债权人自公告之日起四十五日内向本公司清算组申报债权。特此公告。: [569, 190, 686, 211]
- notice-heading: 人民法院公告: [85, 1538, 114, 1544]
- notice-heading: 公告专栏: [618, 577, 637, 583]
- notice-paragraph: 本院受理申请人公示催告一案，因申请人遗失该票据，向本院申请公示催告，本院决定受理。依照《中华人民共和国民事诉讼法》规定，现予公告。自公告之日起六十日内，利害关系人应向本院申报权利。申报期间，任何单位和个人不得转让该票据。: [41, 869, 158, 890]
- notice-heading: 人民法院公告: [260, 1222, 288, 1228]
- notice-paragraph: 遗失声明：本单位不慎遗失营业执照正本、公章、财务专用章，声明作废。注销公告：经股东会决议，本公司拟向登记机关申请注销，请债权人自公告之日起四十五日内向本公司清算组申报债权。特此公告。: [569, 211, 686, 233]
- notice-paragraph: 本院受理原告与被告借款合同纠纷一案，已审理终结。现依法向你公告送达民事判决书。自公告之日起经过三十日即视为送达。如不服本判决，可在公告期满后十五日内向本院递交上诉状，并按对方当事人的人数提出副本。: [392, 303, 508, 324]
- notice-paragraph: 本院受理原告诉被告纠纷一案，因你下落不明，依照《中华人民共和国民事诉讼法》第九十五条的规定，向你公告送达起诉状副本、应诉通知书、举证通知书及开庭传票。自公告之日起经过三十日即视为送达。: [215, 462, 333, 483]
- column-1: [37, 157, 162, 2228]
- notice-paragraph: 本院受理原告诉被告纠纷一案，因你下落不明，依照《中华人民共和国民事诉讼法》第九十五条的规定，向你公告送达起诉状副本、应诉通知书、举证通知书及开庭传票。自公告之日起经过三十日即视为送达。: [215, 1572, 333, 1594]
- notice-paragraph: 本院受理原告诉被告纠纷一案，因你下落不明，依照《中华人民共和国民事诉讼法》第九十五条的规定，向你公告送达起诉状副本、应诉通知书、举证通知书及开庭传票。自公告之日起经过三十日即视为送达。: [215, 1457, 333, 1478]
- notice-paragraph: 本院受理原告与被告借款合同纠纷一案，已审理终结。现依法向你公告送达民事判决书。自公告之日起经过三十日即视为送达。如不服本判决，可在公告期满后十五日内向本院递交上诉状，并按对方当事人的人数提出副本。: [392, 950, 508, 972]
- notice-paragraph: 本院受理原告与被告借款合同纠纷一案，已审理终结。现依法向你公告送达民事判决书。自公告之日起经过三十日即视为送达。如不服本判决，可在公告期满后十五日内向本院递交上诉状，并按对方当事人的人数提出副本。: [392, 553, 508, 575]
- notice-paragraph: 遗失声明：本单位不慎遗失营业执照正本、公章、财务专用章，声明作废。注销公告：经股东会决议，本公司拟向登记机关申请注销，请债权人自公告之日起四十五日内向本公司清算组申报债权。特此公告。: [569, 718, 686, 739]
- notice-paragraph: 本院受理原告诉被告纠纷一案，因你下落不明，依照《中华人民共和国民事诉讼法》第九十五条的规定，向你公告送达起诉状副本、应诉通知书、举证通知书及开庭传票。自公告之日起经过三十日即视为送达。: [215, 205, 333, 227]
- column-title: 人民法院公告: [389, 168, 511, 186]
- notice-paragraph: 本院受理原告诉被告纠纷一案，因你下落不明，依照《中华人民共和国民事诉讼法》第九十五条的规定，向你公告送达起诉状副本、应诉通知书、举证通知书及开庭传票。自公告之日起经过三十日即视为送达。: [215, 577, 333, 599]
- notice-paragraph: 本院受理申请人公示催告一案，因申请人遗失该票据，向本院申请公示催告，本院决定受理。依照《中华人民共和国民事诉讼法》规定，现予公告。自公告之日起六十日内，利害关系人应向本院申报权利。申报期间，任何单位和个人不得转让该票据。: [41, 1679, 158, 1701]
- notice-paragraph: 本院受理原告与被告借款合同纠纷一案，已审理终结。现依法向你公告送达民事判决书。自公告之日起经过三十日即视为送达。如不服本判决，可在公告期满后十五日内向本院递交上诉状，并按对方当事人的人数提出副本。: [392, 1483, 508, 1504]
- notice-paragraph: 遗失声明：本单位不慎遗失营业执照正本、公章、财务专用章，声明作废。注销公告：经股东会决议，本公司拟向登记机关申请注销，请债权人自公告之日起四十五日内向本公司清算组申报债权。特此公告。: [569, 1741, 686, 1763]
- notice-paragraph: 本院受理原告与被告借款合同纠纷一案，已审理终结。现依法向你公告送达民事判决书。自公告之日起经过三十日即视为送达。如不服本判决，可在公告期满后十五日内向本院递交上诉状，并按对方当事人的人数提出副本。: [392, 1667, 508, 1689]
- notice-paragraph: 本院受理原告诉被告纠纷一案，因你下落不明，依照《中华人民共和国民事诉讼法》第九十五条的规定，向你公告送达起诉状副本、应诉通知书、举证通知书及开庭传票。自公告之日起经过三十日即视为送达。: [215, 1616, 333, 1637]
- notice-paragraph: 本院受理原告与被告借款合同纠纷一案，已审理终结。现依法向你公告送达民事判决书。自公告之日起经过三十日即视为送达。如不服本判决，可在公告期满后十五日内向本院递交上诉状，并按对方当事人的人数提出副本。: [392, 1413, 508, 1435]
- notice-paragraph: 本院受理原告诉被告纠纷一案，因你下落不明，依照《中华人民共和国民事诉讼法》第九十五条的规定，向你公告送达起诉状副本、应诉通知书、举证通知书及开庭传票。自公告之日起经过三十日即视为送达。: [215, 1153, 333, 1174]
- notice-paragraph: 本院受理原告与被告借款合同纠纷一案，已审理终结。现依法向你公告送达民事判决书。自公告之日起经过三十日即视为送达。如不服本判决，可在公告期满后十五日内向本院递交上诉状，并按对方当事人的人数提出副本。: [392, 672, 508, 694]
- notice-paragraph: 遗失声明：本单位不慎遗失营业执照正本、公章、财务专用章，声明作废。注销公告：经股东会决议，本公司拟向登记机关申请注销，请债权人自公告之日起四十五日内向本公司清算组申报债权。特此公告。: [569, 305, 686, 326]
- notice-paragraph: 本院受理原告诉被告纠纷一案，因你下落不明，依照《中华人民共和国民事诉讼法》第九十五条的规定，向你公告送达起诉状副本、应诉通知书、举证通知书及开庭传票。自公告之日起经过三十日即视为送达。: [215, 809, 333, 831]
- notice-paragraph: 本院受理申请人公示催告一案，因申请人遗失该票据，向本院申请公示催告，本院决定受理。依照《中华人民共和国民事诉讼法》规定，现予公告。自公告之日起六十日内，利害关系人应向本院申报权利。申报期间，任何单位和个人不得转让该票据。: [41, 1516, 158, 1538]
- column-4: [565, 169, 690, 2244]
- notice-paragraph: 本院受理原告诉被告纠纷一案，因你下落不明，依照《中华人民共和国民事诉讼法》第九十五条的规定，向你公告送达起诉状副本、应诉通知书、举证通知书及开庭传票。自公告之日起经过三十日即视为送达。: [215, 1757, 333, 1778]
- notice-paragraph: 本院受理原告与被告借款合同纠纷一案，已审理终结。现依法向你公告送达民事判决书。自公告之日起经过三十日即视为送达。如不服本判决，可在公告期满后十五日内向本院递交上诉状，并按对方当事人的人数提出副本。: [392, 1504, 508, 1526]
- notice-paragraph: 本院受理原告与被告借款合同纠纷一案，已审理终结。现依法向你公告送达民事判决书。自公告之日起经过三十日即视为送达。如不服本判决，可在公告期满后十五日内向本院递交上诉状，并按对方当事人的人数提出副本。: [392, 444, 508, 465]
- notice-paragraph: 本院受理原告诉被告纠纷一案，因你下落不明，依照《中华人民共和国民事诉讼法》第九十五条的规定，向你公告送达起诉状副本、应诉通知书、举证通知书及开庭传票。自公告之日起经过三十日即视为送达。: [215, 1038, 333, 1059]
- notice-paragraph: 本院受理原告与被告借款合同纠纷一案，已审理终结。现依法向你公告送达民事判决书。自公告之日起经过三十日即视为送达。如不服本判决，可在公告期满后十五日内向本院递交上诉状，并按对方当事人的人数提出副本。: [392, 422, 508, 444]
- notice-paragraph: 遗失声明：本单位不慎遗失营业执照正本、公章、财务专用章，声明作废。注销公告：经股东会决议，本公司拟向登记机关申请注销，请债权人自公告之日起四十五日内向本公司清算组申报债权。特此公告。: [569, 1441, 686, 1463]
- notice-paragraph: 遗失声明：本单位不慎遗失营业执照正本、公章、财务专用章，声明作废。注销公告：经股东会决议，本公司拟向登记机关申请注销，请债权人自公告之日起四十五日内向本公司清算组申报债权。特此公告。: [569, 931, 686, 952]
- column-body: [215, 184, 333, 2234]
- notice-heading: 公告专栏: [618, 1228, 637, 1234]
- notice-paragraph: 本院受理原告与被告借款合同纠纷一案，已审理终结。现依法向你公告送达民事判决书。自公告之日起经过三十日即视为送达。如不服本判决，可在公告期满后十五日内向本院递交上诉状，并按对方当事人的人数提出副本。: [392, 325, 508, 346]
- notice-paragraph: 本院受理原告与被告借款合同纠纷一案，已审理终结。现依法向你公告送达民事判决书。自公告之日起经过三十日即视为送达。如不服本判决，可在公告期满后十五日内向本院递交上诉状，并按对方当事人的人数提出副本。: [392, 188, 508, 209]
- notice-paragraph: 本院受理原告与被告借款合同纠纷一案，已审理终结。现依法向你公告送达民事判决书。自公告之日起经过三十日即视为送达。如不服本判决，可在公告期满后十五日内向本院递交上诉状，并按对方当事人的人数提出副本。: [392, 1689, 508, 1711]
- notice-heading: 人民法院公告: [436, 253, 464, 259]
- notice-paragraph: 本院受理原告与被告借款合同纠纷一案，已审理终结。现依法向你公告送达民事判决书。自公告之日起经过三十日即视为送达。如不服本判决，可在公告期满后十五日内向本院递交上诉状，并按对方当事人的人数提出副本。: [392, 581, 508, 603]
- notice-paragraph: 本院受理原告诉被告纠纷一案，因你下落不明，依照《中华人民共和国民事诉讼法》第九十五条的规定，向你公告送达起诉状副本、应诉通知书、举证通知书及开庭传票。自公告之日起经过三十日即视为送达。: [215, 946, 333, 968]
- notice-paragraph: 遗失声明：本单位不慎遗失营业执照正本、公章、财务专用章，声明作废。注销公告：经股东会决议，本公司拟向登记机关申请注销，请债权人自公告之日起四十五日内向本公司清算组申报债权。特此公告。: [569, 1415, 686, 1437]
- notice-heading: 人民法院公告: [436, 1711, 464, 1717]
- notice-paragraph: 遗失声明：本单位不慎遗失营业执照正本、公章、财务专用章，声明作废。注销公告：经股东会决议，本公司拟向登记机关申请注销，请债权人自公告之日起四十五日内向本公司清算组申报债权。特此公告。: [569, 909, 686, 930]
- notice-paragraph: 遗失声明：本单位不慎遗失营业执照正本、公章、财务专用章，声明作废。注销公告：经股东会决议，本公司拟向登记机关申请注销，请债权人自公告之日起四十五日内向本公司清算组申报债权。特此公告。: [569, 1278, 686, 1300]
- notice-paragraph: 本院受理原告与被告借款合同纠纷一案，已审理终结。现依法向你公告送达民事判决书。自公告之日起经过三十日即视为送达。如不服本判决，可在公告期满后十五日内向本院递交上诉状，并按对方当事人的人数提出副本。: [392, 1391, 508, 1413]
- notice-heading: 人民法院公告: [85, 243, 114, 249]
- notice-paragraph: 遗失声明：本单位不慎遗失营业执照正本、公章、财务专用章，声明作废。注销公告：经股东会决议，本公司拟向登记机关申请注销，请债权人自公告之日起四十五日内向本公司清算组申报债权。特此公告。: [569, 1600, 686, 1621]
- notice-paragraph: 本院受理申请人公示催告一案，因申请人遗失该票据，向本院申请公示催告，本院决定受理。依照《中华人民共和国民事诉讼法》规定，现予公告。自公告之日起六十日内，利害关系人应向本院申报权利。申报期间，任何单位和个人不得转让该票据。: [41, 1244, 158, 1266]
- notice-paragraph: 本院受理原告诉被告纠纷一案，因你下落不明，依照《中华人民共和国民事诉讼法》第九十五条的规定，向你公告送达起诉状副本、应诉通知书、举证通知书及开庭传票。自公告之日起经过三十日即视为送达。: [215, 1550, 333, 1572]
- notice-paragraph: 遗失声明：本单位不慎遗失营业执照正本、公章、财务专用章，声明作废。注销公告：经股东会决议，本公司拟向登记机关申请注销，请债权人自公告之日起四十五日内向本公司清算组申报债权。特此公告。: [569, 370, 686, 392]
- notice-paragraph: 遗失声明：本单位不慎遗失营业执照正本、公章、财务专用章，声明作废。注销公告：经股东会决议，本公司拟向登记机关申请注销，请债权人自公告之日起四十五日内向本公司清算组申报债权。特此公告。: [569, 1181, 686, 1202]
- notice-paragraph: 本院受理申请人公示催告一案，因申请人遗失该票据，向本院申请公示催告，本院决定受理。依照《中华人民共和国民事诉讼法》规定，现予公告。自公告之日起六十日内，利害关系人应向本院申报权利。申报期间，任何单位和个人不得转让该票据。: [41, 847, 158, 868]
- notice-paragraph: 本院受理申请人公示催告一案，因申请人遗失该票据，向本院申请公示催告，本院决定受理。依照《中华人民共和国民事诉讼法》规定，现予公告。自公告之日起六十日内，利害关系人应向本院申报权利。申报期间，任何单位和个人不得转让该票据。: [41, 777, 158, 799]
- notice-paragraph: 本院受理原告诉被告纠纷一案，因你下落不明，依照《中华人民共和国民事诉讼法》第九十五条的规定，向你公告送达起诉状副本、应诉通知书、举证通知书及开庭传票。自公告之日起经过三十日即视为送达。: [215, 1642, 333, 1663]
- notice-paragraph: 本院受理原告与被告借款合同纠纷一案，已审理终结。现依法向你公告送达民事判决书。自公告之日起经过三十日即视为送达。如不服本判决，可在公告期满后十五日内向本院递交上诉状，并按对方当事人的人数提出副本。: [392, 1717, 508, 1739]
- notice-paragraph: 本院受理原告诉被告纠纷一案，因你下落不明，依照《中华人民共和国民事诉讼法》第九十五条的规定，向你公告送达起诉状副本、应诉通知书、举证通知书及开庭传票。自公告之日起经过三十日即视为送达。: [215, 299, 333, 320]
- notice-paragraph: 本院受理申请人公示催告一案，因申请人遗失该票据，向本院申请公示催告，本院决定受理。依照《中华人民共和国民事诉讼法》规定，现予公告。自公告之日起六十日内，利害关系人应向本院申报权利。申报期间，任何单位和个人不得转让该票据。: [41, 456, 158, 477]
- column-title: 人民法院公告: [212, 164, 336, 182]
- divider: [41, 1427, 158, 1428]
- notice-heading: 人民法院公告: [85, 891, 114, 896]
- notice-paragraph: 遗失声明：本单位不慎遗失营业执照正本、公章、财务专用章，声明作废。注销公告：经股东会决议，本公司拟向登记机关申请注销，请债权人自公告之日起四十五日内向本公司清算组申报债权。特此公告。: [569, 1044, 686, 1065]
- divider: [215, 1433, 333, 1434]
- notice-paragraph: 遗失声明：本单位不慎遗失营业执照正本、公章、财务专用章，声明作废。注销公告：经股东会决议，本公司拟向登记机关申请注销，请债权人自公告之日起四十五日内向本公司清算组申报债权。特此公告。: [569, 1072, 686, 1093]
- notice-heading: 人民法院公告: [436, 738, 464, 744]
- notice-paragraph: 本院受理原告与被告借款合同纠纷一案，已审理终结。现依法向你公告送达民事判决书。自公告之日起经过三十日即视为送达。如不服本判决，可在公告期满后十五日内向本院递交上诉状，并按对方当事人的人数提出副本。: [392, 744, 508, 765]
- notice-paragraph: 本院受理原告诉被告纠纷一案，因你下落不明，依照《中华人民共和国民事诉讼法》第九十五条的规定，向你公告送达起诉状副本、应诉通知书、举证通知书及开庭传票。自公告之日起经过三十日即视为送达。: [215, 1316, 333, 1337]
- notice-paragraph: 本院受理申请人公示催告一案，因申请人遗失该票据，向本院申请公示催告，本院决定受理。依照《中华人民共和国民事诉讼法》规定，现予公告。自公告之日起六十日内，利害关系人应向本院申报权利。申报期间，任何单位和个人不得转让该票据。: [41, 1636, 158, 1657]
- notice-paragraph: 遗失声明：本单位不慎遗失营业执照正本、公章、财务专用章，声明作废。注销公告：经股东会决议，本公司拟向登记机关申请注销，请债权人自公告之日起四十五日内向本公司清算组申报债权。特此公告。: [569, 424, 686, 446]
- notice-paragraph: 本院受理申请人公示催告一案，因申请人遗失该票据，向本院申请公示催告，本院决定受理。依照《中华人民共和国民事诉讼法》规定，现予公告。自公告之日起六十日内，利害关系人应向本院申报权利。申报期间，任何单位和个人不得转让该票据。: [41, 1429, 158, 1451]
- notice-paragraph: 本院受理原告诉被告纠纷一案，因你下落不明，依照《中华人民共和国民事诉讼法》第九十五条的规定，向你公告送达起诉状副本、应诉通知书、举证通知书及开庭传票。自公告之日起经过三十日即视为送达。: [215, 440, 333, 461]
- notice-paragraph: 本院受理申请人公示催告一案，因申请人遗失该票据，向本院申请公示催告，本院决定受理。依照《中华人民共和国民事诉讼法》规定，现予公告。自公告之日起六十日内，利害关系人应向本院申报权利。申报期间，任何单位和个人不得转让该票据。: [41, 1147, 158, 1168]
- notice-paragraph: 遗失声明：本单位不慎遗失营业执照正本、公章、财务专用章，声明作废。注销公告：经股东会决议，本公司拟向登记机关申请注销，请债权人自公告之日起四十五日内向本公司清算组申报债权。特此公告。: [569, 974, 686, 996]
- notice-heading: 人民法院公告: [260, 734, 288, 740]
- notice-paragraph: 遗失声明：本单位不慎遗失营业执照正本、公章、财务专用章，声明作废。注销公告：经股东会决议，本公司拟向登记机关申请注销，请债权人自公告之日起四十五日内向本公司清算组申报债权。特此公告。: [569, 1669, 686, 1691]
- notice-paragraph: 本院受理申请人公示催告一案，因申请人遗失该票据，向本院申请公示催告，本院决定受理。依照《中华人民共和国民事诉讼法》规定，现予公告。自公告之日起六十日内，利害关系人应向本院申报权利。申报期间，任何单位和个人不得转让该票据。: [41, 477, 158, 499]
- notice-paragraph: 本院受理申请人公示催告一案，因申请人遗失该票据，向本院申请公示催告，本院决定受理。依照《中华人民共和国民事诉讼法》规定，现予公告。自公告之日起六十日内，利害关系人应向本院申报权利。申报期间，任何单位和个人不得转让该票据。: [41, 1403, 158, 1425]
- notice-paragraph: 本院受理申请人公示催告一案，因申请人遗失该票据，向本院申请公示催告，本院决定受理。依照《中华人民共和国民事诉讼法》规定，现予公告。自公告之日起六十日内，利害关系人应向本院申报权利。申报期间，任何单位和个人不得转让该票据。: [41, 1657, 158, 1679]
- notice-paragraph: 本院受理申请人公示催告一案，因申请人遗失该票据，向本院申请公示催告，本院决定受理。依照《中华人民共和国民事诉讼法》规定，现予公告。自公告之日起六十日内，利害关系人应向本院申报权利。申报期间，任何单位和个人不得转让该票据。: [41, 1060, 158, 1081]
- notice-heading: 人民法院公告: [260, 571, 288, 577]
- notice-heading: 公告专栏: [618, 903, 637, 908]
- notice-paragraph: 本院受理原告与被告借款合同纠纷一案，已审理终结。现依法向你公告送达民事判决书。自公告之日起经过三十日即视为送达。如不服本判决，可在公告期满后十五日内向本院递交上诉状，并按对方当事人的人数提出副本。: [392, 1783, 508, 1804]
- notice-paragraph: 遗失声明：本单位不慎遗失营业执照正本、公章、财务专用章，声明作废。注销公告：经股东会决议，本公司拟向登记机关申请注销，请债权人自公告之日起四十五日内向本公司清算组申报债权。特此公告。: [569, 952, 686, 974]
- notice-paragraph: 本院受理申请人公示催告一案，因申请人遗失该票据，向本院申请公示催告，本院决定受理。依照《中华人民共和国民事诉讼法》规定，现予公告。自公告之日起六十日内，利害关系人应向本院申报权利。申报期间，任何单位和个人不得转让该票据。: [41, 1588, 158, 1609]
- notice-paragraph: 本院受理原告诉被告纠纷一案，因你下落不明，依照《中华人民共和国民事诉讼法》第九十五条的规定，向你公告送达起诉状副本、应诉通知书、举证通知书及开庭传票。自公告之日起经过三十日即视为送达。: [215, 1735, 333, 1757]
- notice-heading: 人民法院公告: [85, 1053, 114, 1059]
- notice-paragraph: 本院受理原告与被告借款合同纠纷一案，已审理终结。现依法向你公告送达民事判决书。自公告之日起经过三十日即视为送达。如不服本判决，可在公告期满后十五日内向本院递交上诉状，并按对方当事人的人数提出副本。: [392, 813, 508, 835]
- notice-paragraph: 本院受理原告诉被告纠纷一案，因你下落不明，依照《中华人民共和国民事诉讼法》第九十五条的规定，向你公告送达起诉状副本、应诉通知书、举证通知书及开庭传票。自公告之日起经过三十日即视为送达。: [215, 1338, 333, 1359]
- notice-paragraph: 本院受理原告诉被告纠纷一案，因你下落不明，依照《中华人民共和国民事诉讼法》第九十五条的规定，向你公告送达起诉状副本、应诉通知书、举证通知书及开庭传票。自公告之日起经过三十日即视为送达。: [215, 505, 333, 527]
- notice-paragraph: 本院受理申请人公示催告一案，因申请人遗失该票据，向本院申请公示催告，本院决定受理。依照《中华人民共和国民事诉讼法》规定，现予公告。自公告之日起六十日内，利害关系人应向本院申报权利。申报期间，任何单位和个人不得转让该票据。: [41, 1169, 158, 1190]
- notice-paragraph: 本院受理申请人公示催告一案，因申请人遗失该票据，向本院申请公示催告，本院决定受理。依照《中华人民共和国民事诉讼法》规定，现予公告。自公告之日起六十日内，利害关系人应向本院申报权利。申报期间，任何单位和个人不得转让该票据。: [41, 199, 158, 221]
- notice-paragraph: 本院受理原告诉被告纠纷一案，因你下落不明，依照《中华人民共和国民事诉讼法》第九十五条的规定，向你公告送达起诉状副本、应诉通知书、举证通知书及开庭传票。自公告之日起经过三十日即视为送达。: [215, 483, 333, 505]
- notice-paragraph: 本院受理原告诉被告纠纷一案，因你下落不明，依照《中华人民共和国民事诉讼法》第九十五条的规定，向你公告送达起诉状副本、应诉通知书、举证通知书及开庭传票。自公告之日起经过三十日即视为送达。: [215, 418, 333, 440]
- notice-paragraph: 遗失声明：本单位不慎遗失营业执照正本、公章、财务专用章，声明作废。注销公告：经股东会决议，本公司拟向登记机关申请注销，请债权人自公告之日起四十五日内向本公司清算组申报债权。特此公告。: [569, 555, 686, 577]
- notice-paragraph: 本院受理原告与被告借款合同纠纷一案，已审理终结。现依法向你公告送达民事判决书。自公告之日起经过三十日即视为送达。如不服本判决，可在公告期满后十五日内向本院递交上诉状，并按对方当事人的人数提出副本。: [392, 1461, 508, 1482]
- notice-paragraph: 本院受理原告与被告借款合同纠纷一案，已审理终结。现依法向你公告送达民事判决书。自公告之日起经过三十日即视为送达。如不服本判决，可在公告期满后十五日内向本院递交上诉状，并按对方当事人的人数提出副本。: [392, 629, 508, 650]
- notice-paragraph: 遗失声明：本单位不慎遗失营业执照正本、公章、财务专用章，声明作废。注销公告：经股东会决议，本公司拟向登记机关申请注销，请债权人自公告之日起四十五日内向本公司清算组申报债权。特此公告。: [569, 768, 686, 789]
- notice-paragraph: 遗失声明：本单位不慎遗失营业执照正本、公章、财务专用章，声明作废。注销公告：经股东会决议，本公司拟向登记机关申请注销，请债权人自公告之日起四十五日内向本公司清算组申报债权。特此公告。: [569, 837, 686, 859]
- notice-paragraph: 本院受理原告与被告借款合同纠纷一案，已审理终结。现依法向你公告送达民事判决书。自公告之日起经过三十日即视为送达。如不服本判决，可在公告期满后十五日内向本院递交上诉状，并按对方当事人的人数提出副本。: [392, 1200, 508, 1222]
- notice-paragraph: 本院受理原告诉被告纠纷一案，因你下落不明，依照《中华人民共和国民事诉讼法》第九十五条的规定，向你公告送达起诉状副本、应诉通知书、举证通知书及开庭传票。自公告之日起经过三十日即视为送达。: [215, 831, 333, 853]
- notice-paragraph: 本院受理原告诉被告纠纷一案，因你下落不明，依照《中华人民共和国民事诉讼法》第九十五条的规定，向你公告送达起诉状副本、应诉通知书、举证通知书及开庭传票。自公告之日起经过三十日即视为送达。: [215, 1779, 333, 1800]
- notice-paragraph: 本院受理原告诉被告纠纷一案，因你下落不明，依照《中华人民共和国民事诉讼法》第九十五条的规定，向你公告送达起诉状副本、应诉通知书、举证通知书及开庭传票。自公告之日起经过三十日即视为送达。: [215, 1066, 333, 1087]
- notice-paragraph: 遗失声明：本单位不慎遗失营业执照正本、公章、财务专用章，声明作废。注销公告：经股东会决议，本公司拟向登记机关申请注销，请债权人自公告之日起四十五日内向本公司清算组申报债权。特此公告。: [569, 1115, 686, 1137]
- notice-paragraph: 遗失声明：本单位不慎遗失营业执照正本、公章、财务专用章，声明作废。注销公告：经股东会决议，本公司拟向登记机关申请注销，请债权人自公告之日起四十五日内向本公司清算组申报债权。特此公告。: [569, 348, 686, 370]
- notice-heading: 公告专栏: [618, 1065, 637, 1071]
- notice-paragraph: 遗失声明：本单位不慎遗失营业执照正本、公章、财务专用章，声明作废。注销公告：经股东会决议，本公司拟向登记机关申请注销，请债权人自公告之日起四十五日内向本公司清算组申报债权。特此公告。: [569, 261, 686, 283]
- header-2-3: 2/3 中缝: [242, 101, 339, 126]
- divider: [215, 600, 333, 601]
- notice-paragraph: 本院受理原告诉被告纠纷一案，因你下落不明，依照《中华人民共和国民事诉讼法》第九十五条的规定，向你公告送达起诉状副本、应诉通知书、举证通知书及开庭传票。自公告之日起经过三十日即视为送达。: [215, 321, 333, 342]
- notice-paragraph: 本院受理申请人公示催告一案，因申请人遗失该票据，向本院申请公示催告，本院决定受理。依照《中华人民共和国民事诉讼法》规定，现予公告。自公告之日起六十日内，利害关系人应向本院申报权利。申报期间，任何单位和个人不得转让该票据。: [41, 962, 158, 984]
- notice-paragraph: 本院受理申请人公示催告一案，因申请人遗失该票据，向本院申请公示催告，本院决定受理。依照《中华人民共和国民事诉讼法》规定，现予公告。自公告之日起六十日内，利害关系人应向本院申报权利。申报期间，任何单位和个人不得转让该票据。: [41, 803, 158, 825]
- notice-paragraph: 遗失声明：本单位不慎遗失营业执照正本、公章、财务专用章，声明作废。注销公告：经股东会决议，本公司拟向登记机关申请注销，请债权人自公告之日起四十五日内向本公司清算组申报债权。特此公告。: [569, 815, 686, 837]
- notice-paragraph: 本院受理申请人公示催告一案，因申请人遗失该票据，向本院申请公示催告，本院决定受理。依照《中华人民共和国民事诉讼法》规定，现予公告。自公告之日起六十日内，利害关系人应向本院申报权利。申报期间，任何单位和个人不得转让该票据。: [41, 1103, 158, 1125]
- notice-paragraph: 本院受理原告与被告借款合同纠纷一案，已审理终结。现依法向你公告送达民事判决书。自公告之日起经过三十日即视为送达。如不服本判决，可在公告期满后十五日内向本院递交上诉状，并按对方当事人的人数提出副本。: [392, 509, 508, 531]
- notice-heading: 人民法院公告: [260, 1059, 288, 1065]
- notice-paragraph: 本院受理原告诉被告纠纷一案，因你下落不明，依照《中华人民共和国民事诉讼法》第九十五条的规定，向你公告送达起诉状副本、应诉通知书、举证通知书及开庭传票。自公告之日起经过三十日即视为送达。: [215, 1663, 333, 1685]
- divider: [392, 604, 508, 605]
- notice-paragraph: 本院受理原告与被告借款合同纠纷一案，已审理终结。现依法向你公告送达民事判决书。自公告之日起经过三十日即视为送达。如不服本判决，可在公告期满后十五日内向本院递交上诉状，并按对方当事人的人数提出副本。: [392, 346, 508, 368]
- notice-paragraph: 本院受理原告诉被告纠纷一案，因你下落不明，依照《中华人民共和国民事诉讼法》第九十五条的规定，向你公告送达起诉状副本、应诉通知书、举证通知书及开庭传票。自公告之日起经过三十日即视为送达。: [215, 1713, 333, 1735]
- notice-paragraph: 本院受理申请人公示催告一案，因申请人遗失该票据，向本院申请公示催告，本院决定受理。依照《中华人民共和国民事诉讼法》规定，现予公告。自公告之日起六十日内，利害关系人应向本院申报权利。申报期间，任何单位和个人不得转让该票据。: [41, 597, 158, 618]
- notice-paragraph: 遗失声明：本单位不慎遗失营业执照正本、公章、财务专用章，声明作废。注销公告：经股东会决议，本公司拟向登记机关申请注销，请债权人自公告之日起四十五日内向本公司清算组申报债权。特此公告。: [569, 468, 686, 489]
- notice-paragraph: 本院受理原告与被告借款合同纠纷一案，已审理终结。现依法向你公告送达民事判决书。自公告之日起经过三十日即视为送达。如不服本判决，可在公告期满后十五日内向本院递交上诉状，并按对方当事人的人数提出副本。: [392, 209, 508, 231]
- notice-paragraph: 本院受理申请人公示催告一案，因申请人遗失该票据，向本院申请公示催告，本院决定受理。依照《中华人民共和国民事诉讼法》规定，现予公告。自公告之日起六十日内，利害关系人应向本院申报权利。申报期间，任何单位和个人不得转让该票据。: [41, 919, 158, 940]
- notice-paragraph: 遗失声明：本单位不慎遗失营业执照正本、公章、财务专用章，声明作废。注销公告：经股东会决议，本公司拟向登记机关申请注销，请债权人自公告之日起四十五日内向本公司清算组申报债权。特此公告。: [569, 996, 686, 1018]
- notice-paragraph: 本院受理申请人公示催告一案，因申请人遗失该票据，向本院申请公示催告，本院决定受理。依照《中华人民共和国民事诉讼法》规定，现予公告。自公告之日起六十日内，利害关系人应向本院申报权利。申报期间，任何单位和个人不得转让该票据。: [41, 1125, 158, 1147]
- notice-heading: 人民法院公告: [436, 1548, 464, 1554]
- notice-paragraph: 本院受理申请人公示催告一案，因申请人遗失该票据，向本院申请公示催告，本院决定受理。依照《中华人民共和国民事诉讼法》规定，现予公告。自公告之日起六十日内，利害关系人应向本院申报权利。申报期间，任何单位和个人不得转让该票据。: [41, 734, 158, 755]
- notice-paragraph: 本院受理原告诉被告纠纷一案，因你下落不明，依照《中华人民共和国民事诉讼法》第九十五条的规定，向你公告送达起诉状副本、应诉通知书、举证通知书及开庭传票。自公告之日起经过三十日即视为送达。: [215, 1087, 333, 1109]
- notice-paragraph: 本院受理原告与被告借款合同纠纷一案，已审理终结。现依法向你公告送达民事判决书。自公告之日起经过三十日即视为送达。如不服本判决，可在公告期满后十五日内向本院递交上诉状，并按对方当事人的人数提出副本。: [392, 857, 508, 878]
- notice-heading: 人民法院公告: [260, 1544, 288, 1550]
- notice-paragraph: 本院受理原告与被告借款合同纠纷一案，已审理终结。现依法向你公告送达民事判决书。自公告之日起经过三十日即视为送达。如不服本判决，可在公告期满后十五日内向本院递交上诉状，并按对方当事人的人数提出副本。: [392, 394, 508, 416]
- notice-paragraph: 本院受理申请人公示催告一案，因申请人遗失该票据，向本院申请公示催告，本院决定受理。依照《中华人民共和国民事诉讼法》规定，现予公告。自公告之日起六十日内，利害关系人应向本院申报权利。申报期间，任何单位和个人不得转让该票据。: [41, 940, 158, 962]
- notice-heading: 公告专栏: [618, 1713, 637, 1719]
- divider: [392, 1643, 508, 1644]
- notice-heading: 公告专栏: [618, 1387, 637, 1393]
- notice-paragraph: 本院受理原告与被告借款合同纠纷一案，已审理终结。现依法向你公告送达民事判决书。自公告之日起经过三十日即视为送达。如不服本判决，可在公告期满后十五日内向本院递交上诉状，并按对方当事人的人数提出副本。: [392, 1179, 508, 1200]
- notice-heading: 人民法院公告: [436, 1063, 464, 1069]
- notice-paragraph: 本院受理申请人公示催告一案，因申请人遗失该票据，向本院申请公示催告，本院决定受理。依照《中华人民共和国民事诉讼法》规定，现予公告。自公告之日起六十日内，利害关系人应向本院申报权利。申报期间，任何单位和个人不得转让该票据。: [41, 384, 158, 406]
- notice-paragraph: 本院受理申请人公示催告一案，因申请人遗失该票据，向本院申请公示催告，本院决定受理。依照《中华人民共和国民事诉讼法》规定，现予公告。自公告之日起六十日内，利害关系人应向本院申报权利。申报期间，任何单位和个人不得转让该票据。: [41, 412, 158, 434]
- notice-paragraph: 本院受理原告与被告借款合同纠纷一案，已审理终结。现依法向你公告送达民事判决书。自公告之日起经过三十日即视为送达。如不服本判决，可在公告期满后十五日内向本院递交上诉状，并按对方当事人的人数提出副本。: [392, 1739, 508, 1761]
- notice-paragraph: 本院受理原告与被告借款合同纠纷一案，已审理终结。现依法向你公告送达民事判决书。自公告之日起经过三十日即视为送达。如不服本判决，可在公告期满后十五日内向本院递交上诉状，并按对方当事人的人数提出副本。: [392, 1598, 508, 1619]
- notice-paragraph: 本院受理原告诉被告纠纷一案，因你下落不明，依照《中华人民共和国民事诉讼法》第九十五条的规定，向你公告送达起诉状副本、应诉通知书、举证通知书及开庭传票。自公告之日起经过三十日即视为送达。: [215, 853, 333, 874]
- notice-paragraph: 本院受理申请人公示催告一案，因申请人遗失该票据，向本院申请公示催告，本院决定受理。依照《中华人民共和国民事诉讼法》规定，现予公告。自公告之日起六十日内，利害关系人应向本院申报权利。申报期间，任何单位和个人不得转让该票据。: [41, 358, 158, 380]
- notice-heading: 人民法院公告: [260, 1707, 288, 1713]
- notice-paragraph: 本院受理申请人公示催告一案，因申请人遗失该票据，向本院申请公示催告，本院决定受理。依照《中华人民共和国民事诉讼法》规定，现予公告。自公告之日起六十日内，利害关系人应向本院申报权利。申报期间，任何单位和个人不得转让该票据。: [41, 984, 158, 1006]
- notice-heading: 人民法院公告: [85, 1375, 114, 1381]
- notice-heading: 人民法院公告: [85, 728, 114, 734]
- divider: [392, 1017, 508, 1018]
- divider: [569, 394, 686, 395]
- notice-paragraph: 本院受理申请人公示催告一案，因申请人遗失该票据，向本院申请公示催告，本院决定受理。依照《中华人民共和国民事诉讼法》规定，现予公告。自公告之日起六十日内，利害关系人应向本院申报权利。申报期间，任何单位和个人不得转让该票据。: [41, 293, 158, 314]
